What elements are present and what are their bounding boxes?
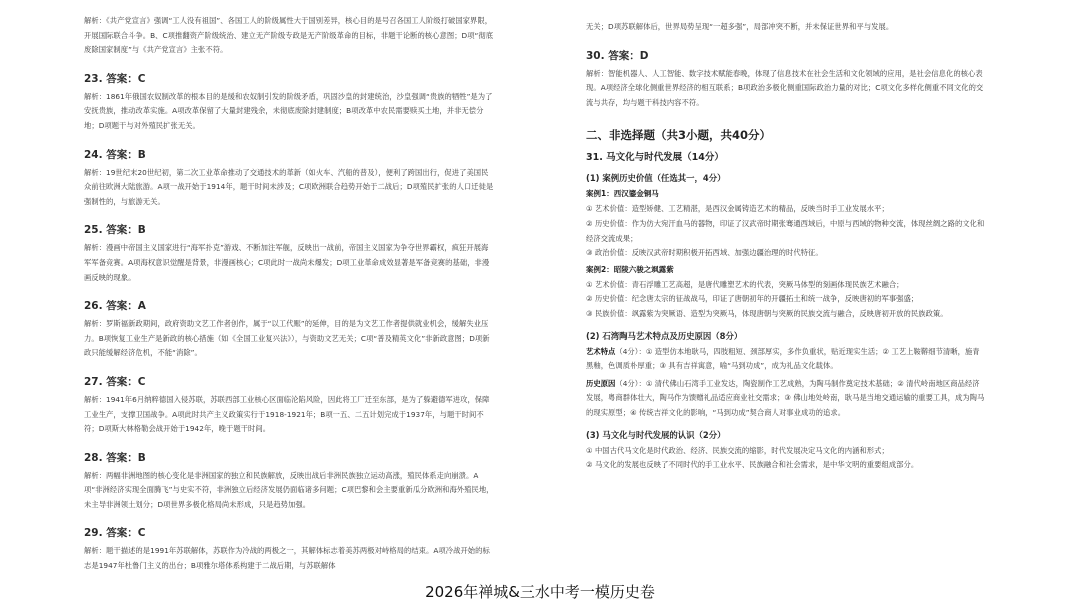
sub-question-3: (3) 马文化与时代发展的认识（2分）	[586, 429, 726, 440]
sub-question-2: (2) 石湾陶马艺术特点及历史原因（8分）	[586, 330, 743, 341]
historical-reasons-text: （4分）：① 清代佛山石湾手工业发达，陶瓷制作工艺成熟，为陶马制作奠定技术基础；② 清代岭南地区商品经济发展，粤商群体壮大，陶马作为馈赠礼品适应商业社交需求；③ 佛山地处岭南，耿马是当地交通运输的重要工具，成为陶马的现实原型；④ 传统吉祥文化的影响，“马到功成”契合商人对事业成功的追求。	[586, 378, 985, 417]
sub-question-1: (1) 案例历史价值（任选其一，4分）	[586, 173, 726, 184]
case-2-point-3: ③ 民族价值：飒露紫为突厥语、造型为突厥马，体现唐朝与突厥的民族交流与融合，反映唐初开放的民族政策。	[586, 308, 948, 318]
understanding-point-2: ② 马文化的发展也反映了不同时代的手工业水平、民族融合和社会需求，是中华文明的重要组成部分。	[586, 460, 919, 470]
historical-reasons-label: 历史原因	[586, 378, 616, 388]
case-2-point-1: ① 艺术价值：青石浮雕工艺高超，是唐代雕塑艺术的代表，突厥马体型的刻画体现民族艺术融合；	[586, 279, 904, 289]
case-1-point-2: ② 历史价值：作为仿大宛汗血马的器物，印证了汉武帝时期张骞通西域后，中原与西域的物种交流，体现丝绸之路的文化和经济交流成果；	[586, 218, 985, 243]
analysis-28: 解析：两幅非洲地图的核心变化是非洲国家的独立和民族解放，反映出战后非洲民族独立运动高涨，殖民体系走向崩溃。A项“非洲经济实现全面腾飞”与史实不符，非洲独立后经济发展仍面临诸多问题；C项巴黎和会主要重新瓜分欧洲和海外殖民地，未主导非洲领土划分；D项世界多极化格局尚未形成，只是趋势加强。	[84, 470, 494, 509]
answer-30: 30. 答案：D	[586, 49, 649, 62]
analysis-29-continued: 无关；D项苏联解体后，世界局势呈现“一超多强”，局部冲突不断，并未保证世界和平与发展。	[586, 22, 894, 31]
case-1-point-3: ③ 政治价值：反映汉武帝时期积极开拓西域、加强边疆治理的时代特征。	[586, 248, 823, 258]
section-heading: 二、非选择题（共3小题，共40分）	[586, 128, 772, 143]
case-1-title: 案例1：西汉鎏金铜马	[586, 189, 659, 199]
analysis-27: 解析：1941年6月纳粹德国入侵苏联，苏联西部工业核心区面临沦陷风险，因此将工厂迁至东部，是为了躲避德军进攻，保障工业生产，支撑卫国战争。A项此时共产主义政策实行于1918-1921年；B项一五、二五计划完成于1937年，与题干时间不符；D项斯大林格勒会战开始于1942年，晚于题干时间。	[84, 394, 490, 434]
case-2-point-2: ② 历史价值：纪念唐太宗的征战战马，印证了唐朝初年的开疆拓土和统一战争，反映唐初的军事强盛；	[586, 294, 919, 304]
answer-25: 25. 答案：B	[84, 224, 146, 237]
case-2-title: 案例2：昭陵六骏之飒露紫	[586, 264, 674, 274]
analysis-23: 解析：1861年俄国农奴制改革的根本目的是缓和农奴制引发的阶级矛盾，巩固沙皇的封建统治，沙皇强调“贵族的牺牲”是为了安抚贵族，推动改革实施。A项改革保留了大量封建残余，未彻底废除封建制度；B项改革中农民需要赎买土地，并非无偿分地；D项题干与对外殖民扩张无关。	[84, 91, 493, 130]
art-features-label: 艺术特点	[586, 346, 616, 356]
answer-24: 24. 答案：B	[84, 148, 146, 161]
art-features	[586, 345, 986, 374]
answer-29: 29. 答案：C	[84, 527, 146, 540]
analysis-24: 解析：19世纪末20世纪初，第二次工业革命推动了交通技术的革新（如火车、汽船的普及），便利了跨国出行，促进了美国民众前往欧洲大陆旅游。A项一战开始于1914年，题干时间未涉及；C项欧洲联合趋势开始于二战后；D项殖民扩张的人口迁徙是强制性的，与旅游无关。	[84, 167, 494, 206]
right-column	[586, 20, 986, 473]
page-caption: 2026年禅城&三水中考一模历史卷	[425, 583, 655, 601]
left-column	[84, 14, 494, 574]
understanding-point-1: ① 中国古代马文化是时代政治、经济、民族交流的缩影，时代发展决定马文化的内涵和形式；	[586, 445, 889, 455]
analysis-26: 解析：罗斯福新政期间，政府资助文艺工作者创作，属于“以工代赈”的延伸，目的是为文艺工作者提供就业机会，缓解失业压力。B项恢复工业生产是新政的核心措施（如《全国工业复兴法》），与资助文艺无关；C项“普及精英文化”非新政意图；D项新政只能缓解经济危机，不能“消除”。	[84, 319, 490, 358]
historical-reasons	[586, 377, 986, 421]
art-features-text: （4分）：① 造型仿本地耿马，四肢粗短、颈部厚实，多作负重状，贴近现实生活；② 工艺上鞍鞯细节清晰，施青黑釉，色调质朴厚重；③ 具有吉祥寓意，喻“马到功成”，成为礼品文化载体。	[586, 346, 980, 371]
question-31-title: 31. 马文化与时代发展（14分）	[586, 152, 724, 164]
answer-28: 28. 答案：B	[84, 451, 146, 464]
analysis-22: 解析：《共产党宣言》强调“工人没有祖国”、各国工人的阶级属性大于国别差异，核心目的是号召各国工人阶级打破国家界限，开展国际联合斗争。B、C项推翻资产阶级统治、建立无产阶级专政是无产阶级革命的目标，非题干论断的核心意图；D项“彻底废除国家制度”与《共产党宣言》主张不符。	[84, 16, 494, 55]
analysis-29: 解析：题干描述的是1991年苏联解体，苏联作为冷战的两极之一，其解体标志着美苏两极对峙格局的结束。A项冷战开始的标志是1947年杜鲁门主义的出台；B项雅尔塔体系构建于二战后期，与苏联解体	[84, 546, 490, 571]
analysis-25: 解析：漫画中帝国主义国家进行“海军扑克”游戏、不断加注军舰，反映出一战前，帝国主义国家为争夺世界霸权，疯狂开展海军军备竞赛。A项海权意识觉醒是背景，非漫画核心；C项此时一战尚未爆发；D项工业革命成效显著是军备竞赛的基础，非漫画反映的现象。	[84, 243, 490, 282]
analysis-30: 解析：智能机器人、人工智能、数字技术赋能春晚，体现了信息技术在社会生活和文化领域的应用，是社会信息化的核心表现。A项经济全球化侧重世界经济的相互联系；B项政治多极化侧重国际政治力量的对比；C项文化多样化侧重不同文化的交流与共存，均与题干科技内容不符。	[586, 68, 984, 107]
case-1-point-1: ① 艺术价值：造型矫健、工艺精湛，是西汉金属铸造艺术的精品，反映当时手工业发展水平；	[586, 204, 889, 214]
answer-23: 23. 答案：C	[84, 72, 146, 85]
answer-26: 26. 答案：A	[84, 300, 146, 313]
answer-27: 27. 答案：C	[84, 375, 146, 388]
